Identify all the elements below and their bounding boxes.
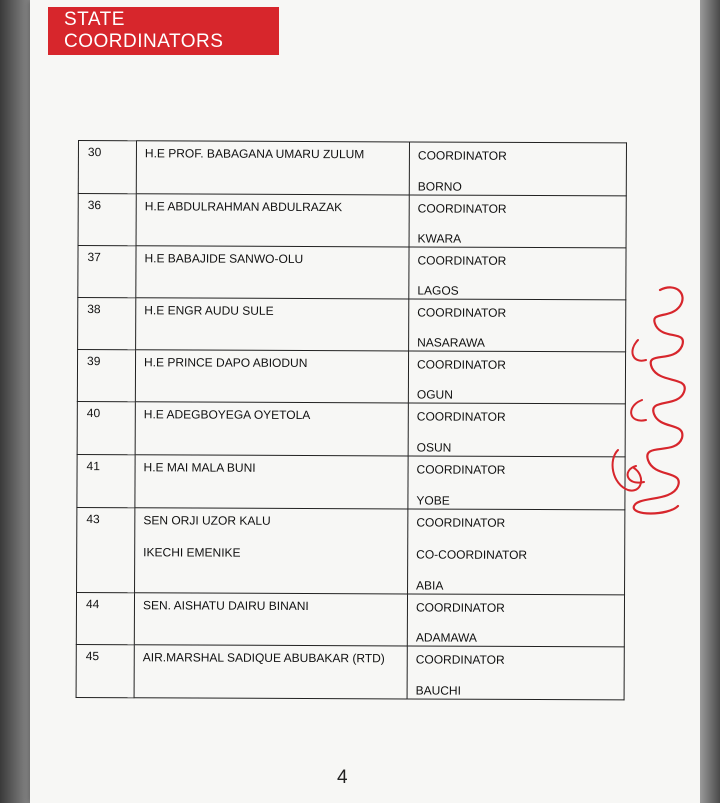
role-label: COORDINATOR [417,305,507,320]
table-row [77,507,625,594]
state-label: NASARAWA [417,335,485,350]
table-row [77,350,625,404]
role-label: COORDINATOR [417,148,507,163]
coordinator-name: H.E ABDULRAHMAN ABDULRAZAK [136,194,409,247]
state-label: BORNO [417,179,462,194]
page-number: 4 [337,767,348,788]
role-label: COORDINATOR [416,409,506,424]
row-number: 30 [78,141,136,194]
row-number: 43 [77,507,135,592]
table-row [76,592,624,646]
role-label: COORDINATOR [416,357,506,372]
table-row [78,141,626,196]
coordinator-name: H.E PROF. BABAGANA UMARU ZULUM [136,141,409,195]
role-label: COORDINATOR [417,201,507,216]
table-row [78,298,626,352]
row-number: 41 [77,454,135,507]
row-number: 40 [77,401,135,454]
role-label: COORDINATOR [417,253,507,268]
coordinator-name: H.E ADEGBOYEGA OYETOLA [135,402,408,456]
state-label: OGUN [416,387,453,402]
coordinator-name: H.E PRINCE DAPO ABIODUN [135,350,408,403]
role-label: COORDINATOR [415,600,505,615]
row-number: 39 [77,350,135,402]
coordinator-name: SEN. AISHATU DAIRU BINANI [134,593,407,646]
section-title: STATE COORDINATORS [64,9,224,52]
co-role-label: CO-COORDINATOR [416,546,528,562]
row-number: 45 [76,644,134,697]
coordinator-name: H.E BABAJIDE SANWO-OLU [136,246,409,299]
table-row [76,644,624,699]
role-label: COORDINATOR [415,652,505,667]
row-number: 38 [78,298,136,350]
coordinators-table [76,140,627,700]
coordinator-name: H.E MAI MALA BUNI [135,455,408,509]
signature-icon [598,280,718,520]
role-label: COORDINATOR [416,462,506,477]
state-label: BAUCHI [415,683,461,698]
table-row [78,194,626,248]
row-number: 44 [76,592,134,644]
coordinator-name: SEN ORJI UZOR KALU [143,513,271,528]
table-row [78,246,626,300]
row-number: 36 [78,194,136,246]
state-label: LAGOS [417,283,459,298]
state-label: YOBE [416,493,450,508]
state-label: OSUN [416,440,452,455]
state-label: ABIA [416,578,444,593]
table-row [77,401,625,456]
table-row [77,454,625,509]
row-number: 37 [78,246,136,298]
state-label: ADAMAWA [415,630,477,645]
page-shadow-left [0,0,30,803]
state-label: KWARA [417,231,462,246]
section-title-banner [48,7,279,55]
coordinator-name: H.E ENGR AUDU SULE [136,298,409,351]
co-coordinator-name: IKECHI EMENIKE [143,545,241,560]
role-label: COORDINATOR [416,515,506,530]
coordinator-name: AIR.MARSHAL SADIQUE ABUBAKAR (RTD) [134,645,407,699]
